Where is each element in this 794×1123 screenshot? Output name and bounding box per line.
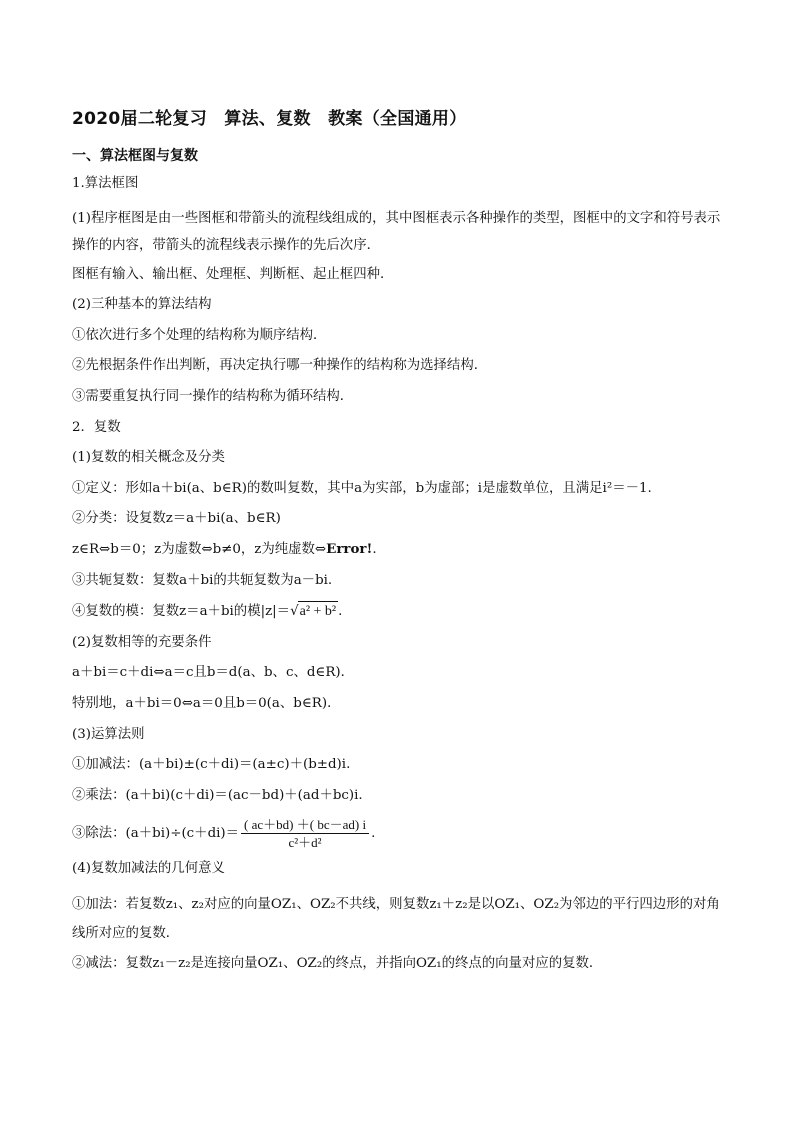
paragraph-complex-conditions: z∈R⇔b＝0；z为虚数⇔b≠0，z为纯虚数⇔Error!. — [72, 540, 377, 557]
subheading-complex-concepts: (1)复数的相关概念及分类 — [72, 450, 225, 466]
paragraph-loop-structure: ③需要重复执行同一操作的结构称为循环结构． — [72, 388, 354, 404]
paragraph-complex-classification: ②分类：设复数z＝a＋bi(a、b∈R) — [72, 511, 281, 527]
paragraph-sequential-structure: ①依次进行多个处理的结构称为顺序结构． — [72, 327, 327, 343]
division-text: ③除法：(a＋bi)÷(c＋di)＝ — [72, 826, 240, 842]
section-heading-algorithm-complex: 一、算法框图与复数 — [72, 148, 198, 164]
paragraph-equality: a＋bi＝c＋di⇔a＝c且b＝d(a、b、c、d∈R)． — [72, 665, 355, 681]
division-denominator: c²＋d² — [288, 835, 322, 851]
subheading-complex-numbers: 2．复数 — [72, 419, 121, 435]
division-numerator: ( ac＋bd) ＋( bc－ad) i — [241, 816, 369, 834]
paragraph-division-rule: ③除法：(a＋bi)÷(c＋di)＝ $\frac{( ac+bd) +( bc-ad) i}{\text{c²＋d²}}$ . — [72, 817, 376, 851]
paragraph-complex-definition: ①定义：形如a＋bi(a、b∈R)的数叫复数，其中a为实部，b为虚部；i是虚数单位，且满足i²＝－1. — [72, 480, 652, 496]
paragraph-geometric-subtraction: ②减法：复数z₁－z₂是连接向量OZ₁、OZ₂的终点，并指向OZ₁的终点的向量对应的复数． — [72, 955, 603, 971]
paragraph-multiplication-rule: ②乘法：(a＋bi)(c＋di)＝(ac－bd)＋(ad＋bc)i. — [72, 787, 363, 803]
paragraph-conjugate: ③共轭复数：复数a＋bi的共轭复数为a－bi. — [72, 572, 333, 588]
sqrt-symbol: √ — [290, 604, 299, 620]
subheading-geometric-meaning: (4)复数加减法的几何意义 — [72, 861, 225, 877]
paragraph-equality-zero: 特别地，a＋bi＝0⇔a＝0且b＝0(a、b∈R)． — [72, 695, 341, 711]
modulus-radicand: a² + b² — [298, 601, 339, 621]
paragraph-geometric-addition: ①加法：若复数z₁、z₂对应的向量OZ₁、OZ₂不共线，则复数z₁＋z₂是以OZ₁、OZ₂为邻边的平行四边形的对角线所对应的复数． — [72, 896, 720, 941]
subheading-flowchart: 1.算法框图 — [72, 176, 139, 191]
paragraph-flowchart-definition: (1)程序框图是由一些图框和带箭头的流程线组成的，其中图框表示各种操作的类型，图框中的文字和符号表示操作的内容，带箭头的流程线表示操作的先后次序． — [72, 210, 721, 253]
paragraph-selection-structure: ②先根据条件作出判断，再决定执行哪一种操作的结构称为选择结构． — [72, 358, 488, 374]
paragraph-modulus: ④复数的模：复数z＝a＋bi的模|z|＝√a² + b² . — [72, 601, 724, 621]
document-body — [72, 174, 724, 984]
document-title: 2020届二轮复习 算法、复数 教案（全国通用） — [72, 109, 467, 129]
subheading-operation-rules: (3)运算法则 — [72, 726, 145, 742]
paragraph-addition-rule: ①加减法：(a＋bi)±(c＋di)＝(a±c)＋(b±d)i. — [72, 757, 351, 773]
conditions-text: z∈R⇔b＝0；z为虚数⇔b≠0，z为纯虚数⇔ — [72, 541, 327, 557]
subheading-three-structures: (2)三种基本的算法结构 — [72, 297, 212, 313]
subheading-equality-condition: (2)复数相等的充要条件 — [72, 634, 212, 650]
error-field: Error! — [326, 540, 373, 557]
modulus-text: ④复数的模：复数z＝a＋bi的模|z|＝ — [72, 604, 291, 620]
paragraph-box-types: 图框有输入、输出框、处理框、判断框、起止框四种． — [72, 266, 394, 282]
division-fraction — [241, 816, 369, 851]
